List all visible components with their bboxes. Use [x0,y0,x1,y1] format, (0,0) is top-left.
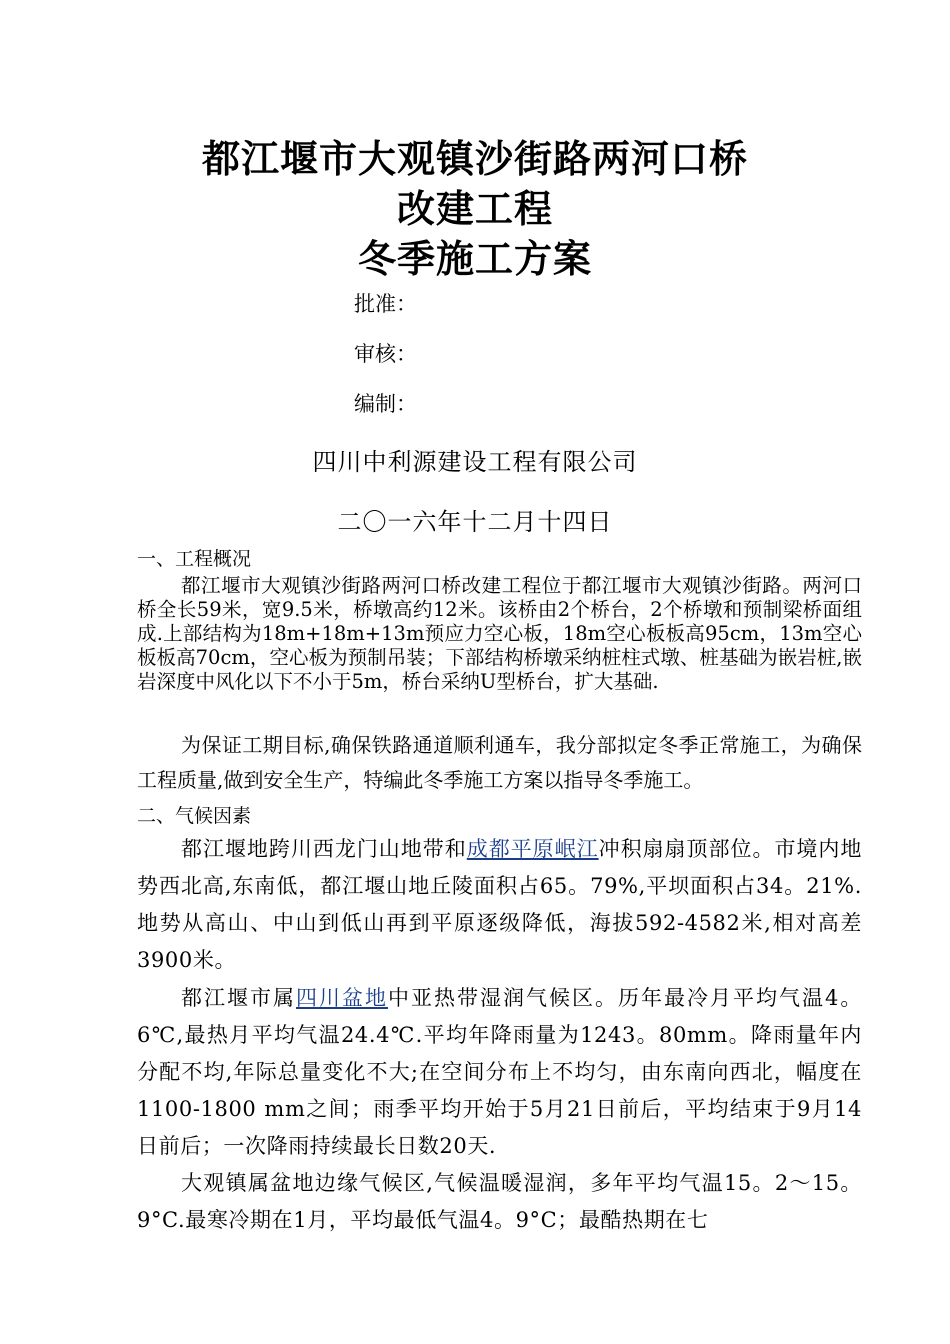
section-2-paragraph-3-text: 大观镇属盆地边缘气候区,气候温暖湿润，多年平均气温15。2～15。9°C.最寒冷期在1月，平均最低气温4。9°C；最酷热期在七 [137,1171,862,1232]
chengdu-plain-link[interactable]: 成都平原岷江 [466,837,599,861]
document-title-line-3: 冬季施工方案 [357,237,592,281]
document-date: 二〇一六年十二月十四日 [337,508,613,536]
section-1-paragraph-1-text: 都江堰市大观镇沙街路两河口桥改建工程位于都江堰市大观镇沙街路。两河口桥全长59米，宽9.5米，桥墩高约12米。该桥由2个桥台，2个桥墩和预制梁桥面组成.上部结构为18m+18m+13m预应力空心板，18m空心板板高95cm，13m空心板板高70cm，空心板为预制吊装；下部结构桥墩采纳桩柱式墩、桩基础为嵌岩桩,嵌岩深度中风化以下不小于5m，桥台采纳U型桥台，扩大基础. [137,574,862,693]
section-1-paragraph-1 [137,574,862,694]
document-title-line-2: 改建工程 [396,187,553,231]
section-2-paragraph-2 [137,980,862,1165]
review-label: 审核： [354,342,417,366]
approve-label: 批准： [354,292,417,316]
section-1-paragraph-2-text: 为保证工期目标,确保铁路通道顺利通车，我分部拟定冬季正常施工，为确保工程质量,做到安全生产，特编此冬季施工方案以指导冬季施工。 [137,733,862,792]
section-2-heading: 二、气候因素 [137,805,252,827]
section-2-paragraph-3 [137,1165,862,1239]
section-1-heading: 一、工程概况 [137,548,252,570]
section-2-paragraph-1-text-b: 冲积扇扇顶部位。市境内地势西北高,东南低，都江堰山地丘陵面积占65。79%,平坝面积占34。21%.地势从高山、中山到低山再到平原逐级降低，海拔592-4582米,相对高差3900米。 [137,837,862,972]
section-2-paragraph-1 [137,831,862,979]
document-title-line-1: 都江堰市大观镇沙街路两河口桥 [201,137,748,181]
section-1-paragraph-2 [137,728,862,798]
compile-label: 编制： [354,392,417,416]
section-2-paragraph-2-text-a: 都江堰市属 [181,986,297,1010]
section-2-paragraph-1-text-a: 都江堰地跨川西龙门山地带和 [181,837,467,861]
section-2-paragraph-2-text-b: 中亚热带湿润气候区。历年最冷月平均气温4。6℃,最热月平均气温24.4℃.平均年降雨量为1243。80mm。降雨量年内分配不均,年际总量变化不大;在空间分布上不均匀，由东南向西北，幅度在1100-1800 mm之间；雨季平均开始于5月21日前后，平均结束于9月14日前后；一次降雨持续最长日数20天. [137,986,863,1158]
sichuan-basin-link[interactable]: 四川盆地 [296,986,389,1010]
company-name: 四川中利源建设工程有限公司 [312,448,638,476]
